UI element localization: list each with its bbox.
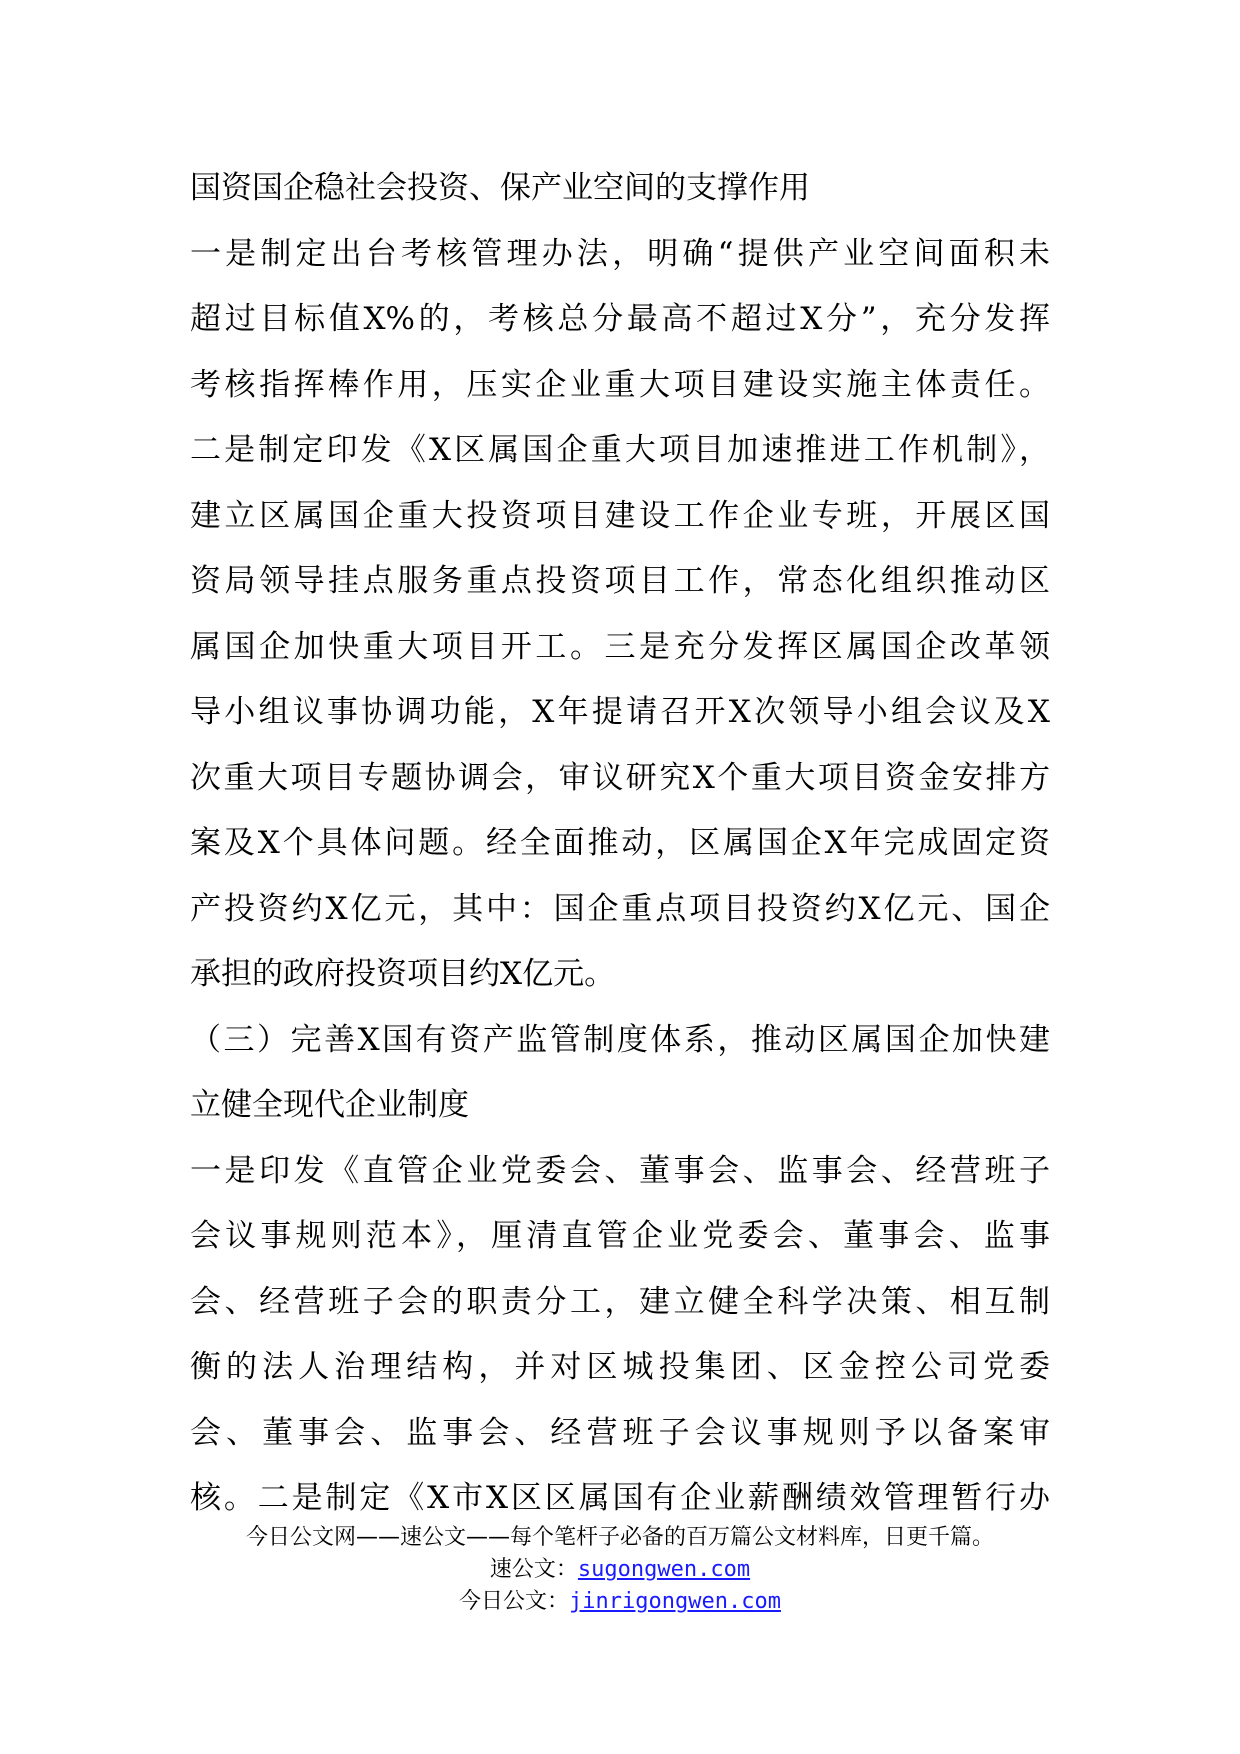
document-body	[190, 156, 1050, 1532]
text-line: 考核指挥棒作用，压实企业重大项目建设实施主体责任。	[190, 366, 1050, 403]
text-line: 会议事规则范本》，厘清直管企业党委会、董事会、监事	[190, 1218, 1050, 1254]
text-line: 会、经营班子会的职责分工，建立健全科学决策、相互制	[190, 1283, 1050, 1320]
footer-site-2	[0, 1586, 1240, 1618]
footer-site-2-label: 今日公文：	[459, 1589, 570, 1614]
text-line: 一是制定出台考核管理办法，明确“提供产业空间面积未	[190, 235, 1050, 272]
text-line: 资局领导挂点服务重点投资项目工作，常态化组织推动区	[190, 563, 1050, 599]
text-line: 次重大项目专题协调会，审议研究X个重大项目资金安排方	[190, 759, 1050, 796]
text-line: 国资国企稳社会投资、保产业空间的支撑作用	[190, 170, 810, 206]
jinrigongwen-link[interactable]: jinrigongwen.com	[569, 1589, 781, 1614]
text-line: 案及X个具体问题。经全面推动，区属国企X年完成固定资	[190, 825, 1050, 861]
footer	[0, 1522, 1240, 1618]
text-line: 导小组议事协调功能，X年提请召开X次领导小组会议及X	[190, 694, 1050, 730]
footer-site-1-label: 速公文：	[489, 1557, 578, 1582]
text-line: 属国企加快重大项目开工。三是充分发挥区属国企改革领	[190, 628, 1050, 665]
text-line: （三）完善X国有资产监管制度体系，推动区属国企加快建	[190, 1021, 1050, 1058]
text-line: 衡的法人治理结构，并对区城投集团、区金控公司党委	[190, 1349, 1050, 1385]
footer-site-1	[0, 1554, 1240, 1586]
footer-slogan: 今日公文网——速公文——每个笔杆子必备的百万篇公文材料库，日更千篇。	[245, 1525, 994, 1550]
text-line: 立健全现代企业制度	[190, 1087, 469, 1123]
text-line: 一是印发《直管企业党委会、董事会、监事会、经营班子	[190, 1152, 1050, 1189]
text-line: 建立区属国企重大投资项目建设工作企业专班，开展区国	[190, 497, 1050, 534]
text-line: 产投资约X亿元，其中：国企重点项目投资约X亿元、国企	[190, 890, 1050, 927]
text-line: 二是制定印发《X区属国企重大项目加速推进工作机制》，	[190, 432, 1050, 468]
text-line: 核。二是制定《X市X区区属国有企业薪酬绩效管理暂行办	[190, 1480, 1050, 1516]
text-line: 超过目标值X%的，考核总分最高不超过X分”，充分发挥	[190, 301, 1050, 337]
text-line: 承担的政府投资项目约X亿元。	[190, 956, 616, 992]
text-line: 会、董事会、监事会、经营班子会议事规则予以备案审	[190, 1414, 1050, 1451]
sugongwen-link[interactable]: sugongwen.com	[577, 1557, 751, 1582]
